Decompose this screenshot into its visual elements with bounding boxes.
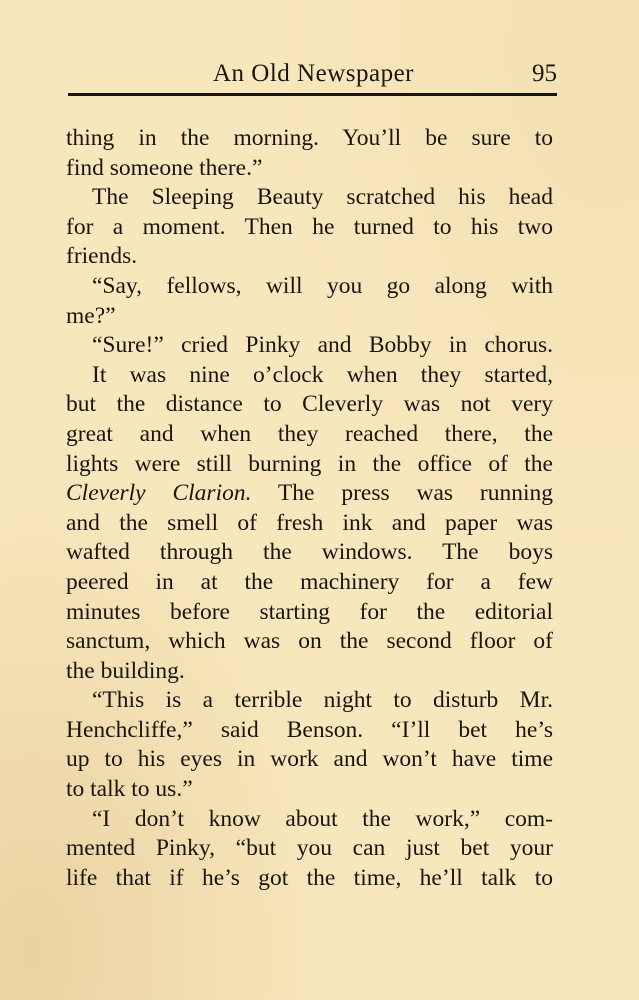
- text-line: find someone there.”: [66, 154, 263, 181]
- text-line: up to his eyes in work and won’t have time: [66, 746, 553, 773]
- text-line: me?”: [66, 302, 116, 329]
- text-line: to talk to us.”: [66, 776, 193, 803]
- text-line: mented Pinky, “but you can just bet your: [66, 835, 553, 862]
- text-line: and the smell of fresh ink and paper was: [66, 509, 553, 536]
- page-header: [68, 56, 557, 92]
- text-line: the building.: [66, 657, 185, 684]
- page-number: 95: [532, 60, 557, 87]
- body-text: [66, 124, 553, 893]
- text-line: thing in the morning. You’ll be sure to: [66, 125, 553, 151]
- text-line: It was nine o’clock when they started,: [92, 361, 553, 388]
- text-line: “I don’t know about the work,” com-: [92, 805, 553, 832]
- text-line: “This is a terrible night to disturb Mr.: [92, 687, 553, 714]
- text-line-mixed: [66, 479, 553, 509]
- text-line: minutes before starting for the editorial: [66, 598, 553, 625]
- text-line: wafted through the windows. The boys: [66, 539, 553, 566]
- text-line: The Sleeping Beauty scratched his head: [92, 184, 553, 211]
- text-line: Henchcliffe,” said Benson. “I’ll bet he’s: [66, 716, 553, 743]
- text-line: but the distance to Cleverly was not very: [66, 391, 553, 418]
- text-line: “Say, fellows, will you go along with: [92, 272, 553, 299]
- text-line: sanctum, which was on the second floor of: [66, 628, 553, 655]
- running-title: An Old Newspaper: [213, 60, 415, 87]
- newspaper-title: Cleverly Clarion.: [66, 480, 252, 507]
- text-line: for a moment. Then he turned to his two: [66, 213, 553, 240]
- text-line: life that if he’s got the time, he’ll talk to: [66, 864, 553, 891]
- text-fragment: The press was running: [277, 480, 554, 507]
- header-rule: [68, 93, 557, 96]
- text-line: peered in at the machinery for a few: [66, 568, 553, 595]
- text-line: lights were still burning in the office of the: [66, 450, 553, 477]
- text-line: “Sure!” cried Pinky and Bobby in chorus.: [92, 332, 553, 359]
- text-line: great and when they reached there, the: [66, 420, 553, 447]
- text-line: friends.: [66, 243, 138, 270]
